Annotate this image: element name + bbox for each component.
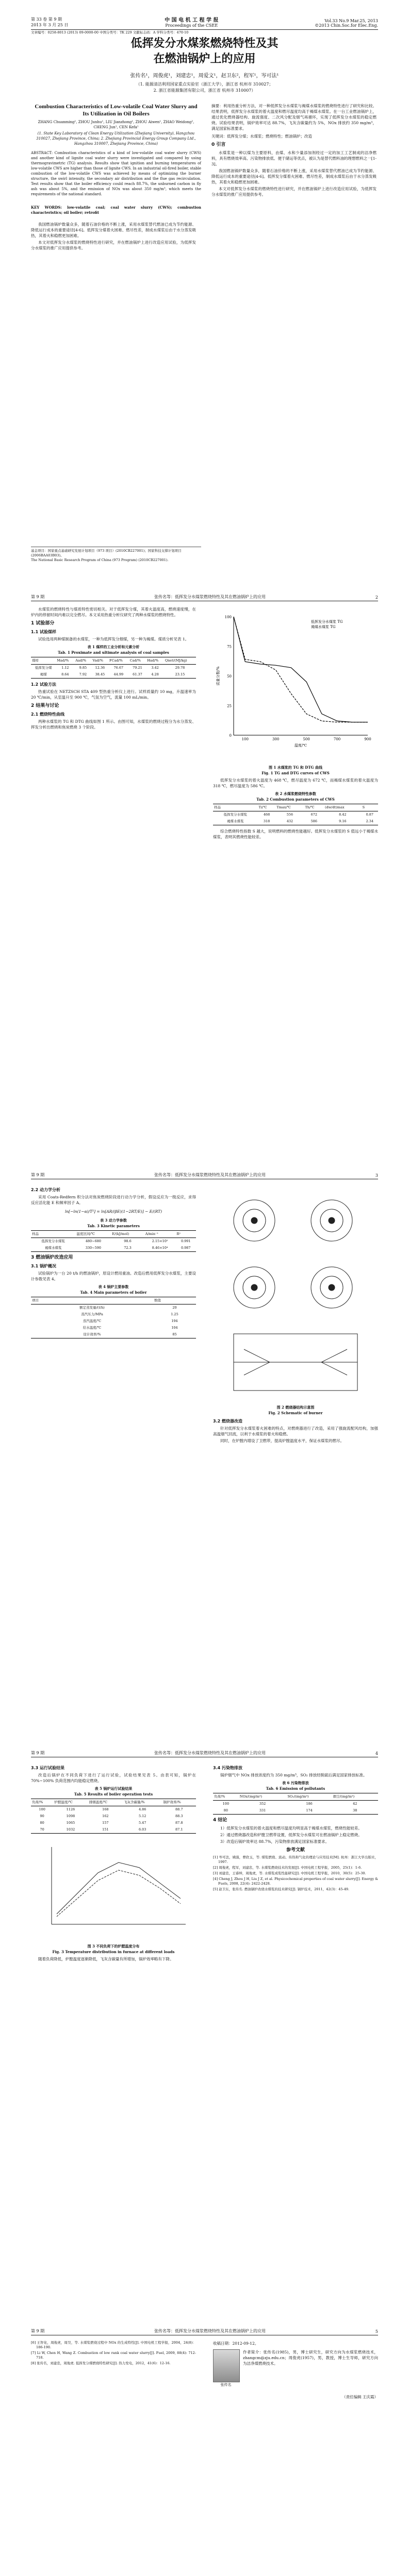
table-cell: 157 [102,1821,109,1825]
header-title: 张传名等：低挥发分水煤浆燃烧特性及其在燃油锅炉上的应用 [154,2329,266,2333]
table-header-cell: S [362,804,378,811]
table-cell: 5.12 [138,1814,146,1818]
y-axis-label: 质量分数/% [216,666,220,686]
subsection-title: 3.3 运行试验结果 [31,1766,64,1770]
received-date: 收稿日期：2012-09-12。 [213,2341,259,2346]
title-line-1: 低挥发分水煤浆燃烧特性及其 [130,37,279,50]
figure-2-caption [213,1404,378,1416]
figure-3-temperature-chart [31,1837,196,1940]
table-row [31,1806,196,1814]
table-header-cell: Ti/℃ [258,804,276,811]
paragraph: 锅炉烟气中 NOx 排放浓度约为 350 mg/m³，SO₂ 排放经脱硫后满足国家排放标准。 [220,1773,367,1777]
subsection-title: 3.2 燃烧器改造 [213,1419,242,1423]
header-title: 张传名等：低挥发分水煤浆燃烧特性及其在燃油锅炉上的应用 [154,1751,266,1755]
header-title: 张传名等：低挥发分水煤浆燃烧特性及其在燃油锅炉上的应用 [154,1173,266,1177]
table-header-cell: 炉膛温度/℃ [53,1799,88,1806]
paragraph: 热重试验在 NETZSCH STA 409 型热重分析仪上进行。试样质量约 10 mg，升温速率为 20 ℃/min，从室温升至 900 ℃，气氛为空气，流量 100 mL/min。 [31,689,196,700]
table-row [213,1807,378,1815]
table-cell: 38.45 [92,671,108,679]
volume-label: Vol.33 No.9 Mar.25, 2013 [324,19,378,23]
legend-entry: 褐煤水煤浆 TG [311,625,336,629]
table-header-cell: Aad/% [74,657,91,665]
english-abstract: ABSTRACT: Combustion characteristics of a kind of low-volatile coal water slurry (CWS) and another kind of lignite coal water slurry were investigated and compared by using thermogravimetric (TG) analysis. Results show that ignition and burning temperatures of low-volatile CWS are higher than those of lignite CWS. In an industrial oil-fired boiler, stable combustion of the low-volatile CWS was achieved by means of optimizing the burner structure, the swirl intensity, the secondary air distribution and the flue gas recirculation. Test results show that the boiler efficiency could reach 88.7%, the unburned carbon in fly ash was about 5%, and the emission of NOx was about 350 mg/m³, which meets the requirements of the national standard. [31,151,201,196]
subsection-title: 2.1 燃烧特性曲线 [31,712,64,717]
table-cell: 80 [213,1807,239,1815]
table-caption-cn: 表 3 动力学参数 [100,1218,127,1223]
table-row [31,1820,196,1826]
issue-label: 第 33 卷 第 9 期 [31,17,62,22]
table-cell: 330~590 [75,1245,111,1252]
english-authors: ZHANG Chuanming¹, ZHOU Junhu¹, LIU Jianzhong¹, ZHOU Aiwen¹, ZHAO Weidong², CHENG Jun¹, CEN Kefa¹ [38,120,194,129]
table-cell: 85 [153,1331,196,1338]
table-cell: 0.991 [181,1239,191,1243]
table-header-cell: 烟尘/(mg/m³) [332,1793,378,1801]
table-header-cell: 飞灰含碳量/% [123,1799,162,1806]
english-title: Combustion Characteristics of Low-volatile Coal Water Slurry and Its Utilization in Oil Boilers [35,104,198,117]
table-cell: 87.8 [175,1821,183,1825]
reference-item: [3] 刘建忠，王睿坤，周俊虎，等. 水煤浆成浆性能研究[J]. 中国电机工程学报，2010，30(5)：25-30. [213,1871,366,1875]
title-line-2: 在燃油锅炉上的应用 [153,53,256,65]
table-cell: 4.28 [146,671,164,679]
table-row [213,811,378,819]
copyright: ©2013 Chin.Soc.for Elec.Eng. [315,23,378,28]
burner-nozzle [329,1284,335,1291]
table-cell: 3.42 [151,666,159,670]
conclusion: 1）低挥发分水煤浆的着火温度和燃尽温度均明显高于褐煤水煤浆，燃烧性能较差。 [220,1826,362,1831]
paragraph: 随着负荷降低，炉膛温度逐渐降低，飞灰含碳量有所增加，锅炉效率略有下降。 [38,1957,174,1961]
table-cell: 1032 [53,1826,88,1834]
x-tick-label: 700 [333,737,341,741]
figure-caption-cn: 图 3 不同负荷下的炉膛温度分布 [87,1944,140,1948]
paragraph: 针对低挥发分水煤浆着火困难的特点，对燃烧器进行了改造，采用了强旋流配风结构，加强高温烟气回流，以利于水煤浆的着火和稳燃。 [213,1426,378,1436]
table-cell: 褐煤 [31,671,56,679]
table-cell: 42 [353,1802,357,1806]
table-header-cell: Had/% [146,657,164,665]
table-header-cell: 煤样 [31,657,56,665]
table-6-caption [213,1780,378,1791]
paragraph: 同时，在炉膛内增设了卫燃带，提高炉膛温度水平，保证水煤浆的燃尽。 [220,1438,344,1443]
table-header-cell: Tmax/℃ [275,804,304,811]
table-caption-en: Tab. 2 Combustion parameters of CWS [256,797,335,802]
table-cell: 8.64 [56,671,74,679]
table-header-cell: Mad/% [56,657,74,665]
table-cell: 给水温度/℃ [83,1326,102,1330]
table-caption-cn: 表 4 锅炉主要参数 [98,1284,129,1289]
table-header-cell: SO₂/(mg/m³) [286,1793,332,1801]
conclusion: 3）改造后锅炉效率达 88.7%，污染物排放满足国家标准要求。 [220,1839,329,1844]
right-column-1 [211,103,377,198]
header-issue: 第 9 期 [31,1751,45,1755]
paragraph: 水煤浆是一种以煤为主要原料，由煤、水和少量添加剂经过一定的加工工艺制成的洁净燃料，具有燃烧效率高、污染物排放低、便于储运等优点，被认为是替代燃料油的理想燃料之一[1-3]。 [211,150,377,166]
reference-item: [2] 周俊虎，程军，刘建忠，等. 水煤浆燃烧技术的发展[J]. 中国电机工程学报，2005，25(1)：1-6. [213,1866,362,1870]
table-cell: 98.6 [124,1239,132,1243]
burner-nozzle [251,1217,257,1224]
journal-name-en: Proceedings of the CSEE [165,23,218,28]
table-cell: 低挥发分煤 [35,666,52,670]
reference-item: [6] 王智化，周俊虎，周昊，等. 水煤浆燃烧过程中 NOx 的生成特性[J]. 中国电机工程学报，2004，24(8)：186-190. [31,2341,196,2349]
table-header-cell: 负荷/% [213,1793,239,1801]
footnote [31,547,201,563]
figure-caption-cn: 图 1 水煤浆的 TG 和 DTG 曲线 [269,765,322,770]
subsection-title: 2.2 动力学分析 [31,1188,60,1192]
table-cell: 7.92 [74,671,91,679]
table-cell: 额定蒸发量/(t/h) [79,1306,105,1310]
journal-name: 中 国 电 机 工 程 学 报 [165,18,219,23]
reference-list [213,1855,378,1892]
section-title: 3 燃油锅炉改造应用 [31,1255,73,1260]
table-2-caption [213,791,378,802]
table-cell: 104 [171,1326,178,1330]
x-axis-label: 温度/℃ [294,743,307,748]
table-cell: 100 [39,1807,45,1811]
figure-caption-en: Fig. 3 Temperature distribution in furnace at different loads [52,1950,175,1954]
table-cell: 174 [286,1807,332,1815]
table-row [31,1304,196,1312]
table-cell: 168 [102,1807,109,1811]
table-cell: 1.12 [61,666,69,670]
table-row [31,1325,196,1331]
figure-2-burner-diagram [213,1184,378,1401]
table-header-cell: 温度区间/℃ [75,1231,111,1238]
subsection-title: 3.4 污染物排放 [213,1766,242,1770]
table-caption-cn: 表 6 污染物排放 [282,1781,309,1785]
table-header-cell: Cad/% [129,657,146,665]
page-5 [0,2312,409,2576]
page-number: 2 [375,595,378,600]
table-row [31,665,196,672]
table-cell: 20 [172,1306,177,1310]
table-cell: 61.37 [129,671,146,679]
table-caption-cn: 表 5 锅炉运行试验结果 [94,1786,133,1791]
y-tick-label: 100 [224,615,232,619]
table-cell: 5.47 [138,1821,146,1825]
paragraph: 本文对低挥发分水煤浆的燃烧特性进行研究，并在燃油锅炉上进行改造应用试验，为低挥发分水煤浆的推广应用提供参考。 [211,187,377,197]
reference-item: [7] Li W, Chen H, Wang Z. Combustion of low rank coal water slurry[J]. Fuel, 2009, 88(4): 712-718. [31,2351,196,2360]
table-cell: 0.987 [176,1245,197,1252]
figure-caption-cn: 图 2 燃烧器结构示意图 [276,1405,315,1410]
table-cell: 468 [263,812,270,817]
page-3 [0,1156,409,1735]
figure-3-caption [31,1943,196,1955]
running-header [31,1171,378,1179]
table-cell: 12.36 [95,666,105,670]
table-cell: 100 [222,1802,230,1806]
table-row [31,1245,196,1252]
equation: ln[−ln(1−α)/T²] = ln[AR/(βE)(1−2RT/E)] − E/(RT) [64,1209,162,1214]
table-header-cell: Vad/% [92,657,108,665]
paragraph: 水煤浆的燃烧特性与煤质特性密切相关。对于低挥发分煤，其着火温度高，燃烧速度慢，在炉内的停留时间内难以完全燃尽。本文采用热重分析仪研究了两种水煤浆的燃烧特性。 [31,607,196,617]
figure-1-caption [213,765,378,776]
page-number: 4 [375,1751,378,1756]
burner-nozzle [329,1217,335,1224]
table-cell: 蒸汽温度/℃ [83,1319,102,1323]
chinese-keywords: 关键词：低挥发分煤；水煤浆；燃烧特性；燃油锅炉；改造 [211,134,312,139]
table-header-cell: 负荷/% [31,1799,53,1806]
table-cell: 331 [239,1807,287,1815]
table-cell: 151 [88,1826,123,1834]
table-header-cell: 排烟温度/℃ [88,1799,123,1806]
left-column-1 [31,222,196,252]
paragraph: 本文对低挥发分水煤浆的燃烧特性进行研究，并在燃油锅炉上进行改造应用试验，为低挥发分水煤浆的推广应用提供参考。 [31,240,196,250]
table-cell: 318 [258,818,276,825]
table-3-caption [31,1217,196,1229]
table-cell: 556 [286,812,293,817]
journal-header [31,14,378,30]
x-tick-label: 100 [241,737,249,741]
burner-nozzle [251,1284,257,1291]
author-photo [213,2349,240,2382]
table-cell: 6.03 [123,1826,162,1834]
table-cell: 2.34 [362,818,378,825]
table-header-cell: 样品 [31,1231,75,1238]
paragraph: 我国燃油锅炉数量众多，随着石油价格的不断上涨，采用水煤浆替代燃油已成为节约能源、降低运行成本的重要途径[4-6]。低挥发分煤着火困难、燃尽性差，制成水煤浆后由于水分蒸发吸热，其着火和稳燃更加困难。 [31,222,196,238]
table-6 [213,1793,378,1815]
right-column-3 [213,1184,378,1445]
header-issue: 第 9 期 [31,1173,45,1177]
table-cell: 70 [31,1826,53,1834]
legend-entry: 低挥发分水煤浆 TG [311,620,343,624]
table-header-cell: NOx/(mg/m³) [239,1793,287,1801]
left-column-4 [31,1762,196,1963]
table-header-cell: 样品 [213,804,258,811]
table-header-cell: 数值 [153,1297,196,1304]
page-number: 3 [375,1173,378,1178]
table-cell: 低挥发分水煤浆 [41,1239,65,1243]
figure-1-tg-dtg-chart [213,606,378,761]
running-header [31,1749,378,1757]
table-caption-cn: 表 2 水煤浆燃烧特性参数 [275,791,316,796]
right-column-4 [213,1762,378,1893]
fund-note: 基金项目：国家重点基础研究发展计划项目（973 项目）(2010CB227001)；国家科技支撑计划项目(2006BAA03B03)。 [31,549,182,557]
table-cell: 低挥发分水煤浆 [223,812,248,817]
header-issue: 第 9 期 [31,2329,45,2333]
table-cell: 186 [306,1802,313,1806]
paragraph: 试验锅炉为一台 20 t/h 的燃油锅炉，原设计燃用重油。改造后燃用低挥发分水煤浆，主要设计参数见表 4。 [31,1271,196,1281]
affiliations [0,81,409,94]
section-title: 1 试验部分 [31,621,55,626]
author-photo-caption: 张传名 [220,2383,232,2387]
table-row [31,1826,196,1834]
table-cell: 29.78 [175,666,185,670]
table-4-caption [31,1284,196,1295]
table-cell: 672 [310,812,318,817]
table-cell: 480~680 [85,1239,101,1243]
table-cell: 90 [40,1814,44,1818]
paragraph: 两种水煤浆的 TG 和 DTG 曲线如图 1 所示。由图可知，水煤浆的燃烧过程分为水分蒸发、挥发分析出燃烧和焦炭燃烧 3 个阶段。 [31,719,196,730]
table-cell: 88.7 [175,1807,183,1811]
table-header-cell: 锅炉效率/% [162,1799,196,1806]
table-row [213,818,378,825]
table-row [31,1331,196,1338]
issue-date: 2013 年 3 月 25 日 [31,23,69,27]
table-header-cell: E/(kJ/mol) [111,1231,144,1238]
fund-note-en: The National Basic Research Program of China (973 Program) (2010CB227001). [31,558,169,562]
header-issue: 第 9 期 [31,595,45,599]
subsection-title: 1.2 试验方法 [31,682,56,687]
table-header-cell: Th/℃ [304,804,324,811]
table-cell: 38 [332,1807,378,1815]
y-tick-label: 50 [227,674,232,679]
page-number: 5 [375,2329,378,2334]
table-row [31,671,196,679]
table-cell: 褐煤水煤浆 [31,1245,75,1252]
x-tick-label: 500 [303,737,310,741]
table-caption-en: Tab. 1 Proximate and ultimate analysis of coal samples [58,650,169,655]
left-column-3 [31,1184,196,1342]
table-row [31,1318,196,1325]
y-tick-label: 25 [227,704,232,708]
table-cell: 162 [102,1814,109,1818]
page-2 [0,578,409,1157]
affiliation-2: 2. 浙江省能源集团有限公司，浙江省 杭州市 310007） [153,88,256,93]
subsection-title: 1.1 试验煤样 [31,630,56,634]
y-tick-label: 0 [229,734,232,738]
table-cell: 9.16 [324,818,362,825]
paper-title [0,36,409,67]
table-cell: 2.15×10⁵ [152,1239,168,1243]
table-cell: 8.46×10⁴ [144,1245,176,1252]
table-1-caption [31,644,196,655]
paragraph: 改造后锅炉在不同负荷下进行了运行试验，试验结果见表 5。由表可知，锅炉在 70%~100% 负荷范围内均能稳定燃烧。 [31,1773,196,1783]
table-header-cell: Qnet/(MJ/kg) [164,657,196,665]
table-header-cell: (dw/dt)max [324,804,362,811]
affiliation-1: （1. 能源清洁利用国家重点实验室（浙江大学），浙江省 杭州市 310027； [136,82,273,87]
tg-series-2 [234,617,368,722]
table-cell: 褐煤水煤浆 [213,818,258,825]
section-intro-title: 0 引言 [211,142,226,147]
header-title: 张传名等：低挥发分水煤浆燃烧特性及其在燃油锅炉上的应用 [154,595,266,599]
reference-item: [8] 张传名，刘建忠，周俊虎. 低挥发分煤燃烧特性研究[J]. 热力发电，2012，41(6)：12-16. [31,2361,171,2365]
table-cell: 76.67 [113,666,124,670]
paragraph: 综合燃烧特性指数 S 越大，说明燃料的燃烧性能越好。低挥发分水煤浆的 S 值远小于褐煤水煤浆，表明其燃烧性能较差。 [213,829,378,839]
table-cell: 0.87 [366,812,374,817]
figure-caption-en: Fig. 1 TG and DTG curves of CWS [261,771,330,775]
subsection-title: 3.1 锅炉概况 [31,1264,56,1268]
running-header [31,592,378,601]
table-cell: 79.21 [133,666,142,670]
section-title: 2 结果与讨论 [31,703,59,708]
table-caption-en: Tab. 4 Main parameters of boiler [80,1290,147,1295]
left-column-2 [31,606,196,731]
y-tick-label: 75 [227,645,232,649]
table-1 [31,657,196,679]
figure-caption-en: Fig. 2 Schematic of burner [268,1411,323,1415]
reference-item: [5] 赵卫东，张传名. 燃油锅炉改烧水煤浆的技术研究[J]. 锅炉技术，2011，42(3)：45-49. [213,1887,350,1891]
table-cell: 44.99 [108,671,129,679]
table-caption-cn: 表 1 煤样的工业分析和元素分析 [87,645,140,649]
table-4 [31,1297,196,1338]
table-caption-en: Tab. 3 Kinetic parameters [87,1224,140,1228]
table-5 [31,1799,196,1834]
table-header-cell: R² [176,1231,197,1238]
table-row [213,1801,378,1808]
english-keywords: KEY WORDS: low-volatile coal; coal water slurry (CWS); combustion characteristics; oil boiler; retrofit [31,205,201,215]
paragraph: 我国燃油锅炉数量众多，随着石油价格的不断上涨，采用水煤浆替代燃油已成为节约能源、降低运行成本的重要途径[4-6]。低挥发分煤着火困难、燃尽性差，制成水煤浆后由于水分蒸发吸热，其着火和稳燃更加困难。 [211,168,377,184]
table-caption-en: Tab. 5 Results of boiler operation tests [74,1792,153,1797]
editor-note: （责任编辑 王庆霞） [342,2395,378,2399]
table-header-cell: 项目 [31,1297,153,1304]
table-cell: 87.1 [162,1826,196,1834]
table-cell: 352 [259,1802,266,1806]
paragraph: 试验选用两种煤制备的水煤浆，一种为低挥发分烟煤，另一种为褐煤。煤质分析见表 1。 [38,637,189,641]
x-tick-label: 900 [364,737,371,741]
running-header [31,2327,378,2335]
table-header-cell: FCad/% [108,657,129,665]
conclusion: 2）通过燃烧器改造和炉膛卫燃带设置，低挥发分水煤浆可在燃油锅炉上稳定燃烧。 [220,1833,362,1837]
page-4 [0,1734,409,2313]
reference-list [31,2341,196,2366]
table-cell: 4.86 [138,1807,146,1811]
x-tick-label: 300 [272,737,280,741]
table-cell: 1065 [66,1821,75,1825]
table-cell: 72.3 [111,1245,144,1252]
reference-item: [4] Cheng J, Zhou J H, Liu J Z, et al. Physicochemical properties of coal water slurry[J]. Energy & Fuels, 2008, 22(4): 2422-2428. [213,1877,378,1886]
table-caption-en: Tab. 6 Emission of pollutants [266,1786,325,1791]
table-2 [213,804,378,825]
table-cell: 1126 [66,1807,75,1811]
article-number: 文章编号：0258-8013 (2013) 09-0000-00 中图分类号：TK 229 文献标志码：A 学科分类号：470·10 [31,30,189,35]
table-row [31,1238,196,1245]
table-cell: 1098 [66,1814,75,1818]
table-cell: 586 [304,818,324,825]
table-cell: 9.85 [79,666,87,670]
table-cell: 194 [171,1319,178,1323]
chinese-abstract: 摘要：利用热重分析方法，对一种低挥发分水煤浆与褐煤水煤浆的燃烧特性进行了研究和比较。结果表明，低挥发分水煤浆的着火温度和燃尽温度均高于褐煤水煤浆。在一台工业燃油锅炉上，通过优化燃烧器结构、旋流强度、二次风分配及烟气再循环，实现了低挥发分水煤浆的稳定燃烧。试验结果表明，锅炉效率可达 88.7%，飞灰含碳量约为 5%，NOx 排放约 350 mg/m³，满足国家标准要求。 [211,104,377,131]
table-row [31,1311,196,1318]
page-1 [0,0,409,579]
table-3 [31,1230,196,1252]
table-cell: 设计效率/% [31,1331,153,1338]
table-header-cell: A/min⁻¹ [144,1231,176,1238]
table-cell: 88.3 [175,1814,183,1818]
references-title: 参考文献 [286,1848,305,1853]
left-column-5 [31,2341,196,2367]
table-row [31,1813,196,1820]
reference-item: [1] 岑可法，姚强，曹欣玉，等. 煤浆燃烧、流动、传热和气化的理论与应用技术[M]. 杭州：浙江大学出版社，1997. [213,1855,378,1864]
author-bio: 作者简介：张传名(1985)，男，博士研究生，研究方向为水煤浆燃烧技术，zhangcm@zju.edu.cn；周俊虎(1957)，男，教授，博士生导师，研究方向为洁净煤燃烧技术。 [243,2350,378,2366]
table-cell: 1.25 [171,1312,178,1316]
table-cell: 432 [275,818,304,825]
paragraph: 采用 Coats-Redfern 积分法对焦炭燃烧阶段进行动力学分析，假设反应为一级反应，求得反应活化能 E 和频率因子 A。 [31,1195,196,1205]
right-column-5 [213,2341,378,2400]
table-5-caption [31,1786,196,1797]
paragraph: 低挥发分水煤浆的着火温度为 468 ℃，燃尽温度为 672 ℃，而褐煤水煤浆的着火温度为 318 ℃，燃尽温度为 586 ℃。 [213,778,378,788]
section-title: 4 结论 [213,1818,227,1823]
authors: 张传名¹，周俊虎¹，刘建忠¹，周爱文¹，赵卫东²，程军¹，岑可法¹ [130,73,279,79]
table-cell: 蒸汽压力/MPa [81,1312,103,1316]
right-column-2 [213,606,378,841]
english-affiliations: (1. State Key Laboratory of Clean Energy Utilization (Zhejiang University), Hangzhou 310027, Zhejiang Province, China; 2. Zhejiang Provincial Energy Group Company Ltd., Hangzhou 310007, Zhejiang Province, China) [36,131,196,146]
table-cell: 23.15 [164,671,196,679]
temperature-series-80 [57,1870,181,1917]
table-cell: 80 [40,1821,44,1825]
table-cell: 8.42 [339,812,347,817]
